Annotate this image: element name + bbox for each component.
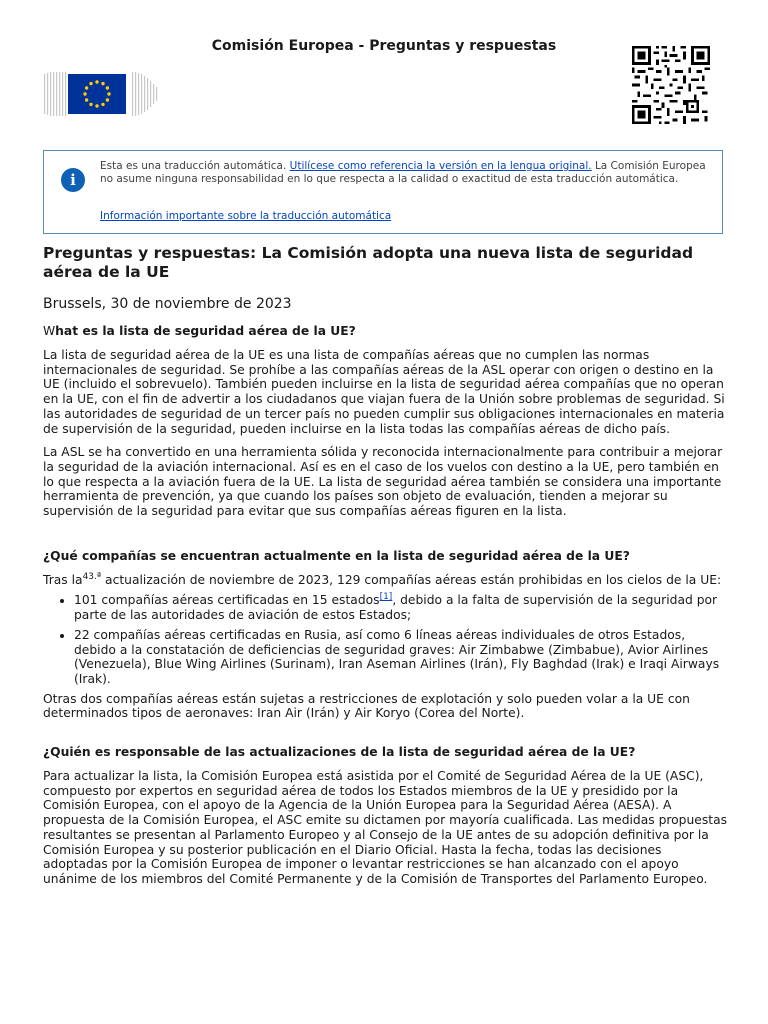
article-title: Preguntas y respuestas: La Comisión adopta una nueva lista de seguridad aérea de la UE [43,244,694,281]
original-language-link[interactable]: Utilícese como referencia la versión en la lengua original. [289,160,592,172]
european-commission-logo [42,70,162,118]
paragraph-4: Otras dos compañías aéreas están sujetas a restricciones de explotación y solo pueden volar a la UE con determinados tipos de aeronaves: Iran Air (Irán) y Air Koryo (Corea del Norte). [43,691,690,721]
notice-text-before: Esta es una traducción automática. [100,160,287,172]
info-icon: i [61,168,85,192]
question-heading-1-rest: hat es la lista de seguridad aérea de la UE? [55,324,356,338]
page-header-title: Comisión Europea - Preguntas y respuestas [211,38,557,54]
bullet-1-before: 101 compañías aéreas certificadas en 15 estados [74,593,380,608]
question-heading-3: ¿Quién es responsable de las actualizaciones de la lista de seguridad aérea de la UE? [43,745,636,760]
paragraph-3 [43,573,728,588]
question-heading-1 [43,324,728,339]
paragraph-3-before: Tras la [43,572,83,587]
notice-text-after: La Comisión Europea no asume ninguna responsabilidad en lo que respecta a la calidad o exactitud de esta traducción automática. [100,160,706,185]
question-heading-1-first: W [43,324,56,338]
article [43,244,728,887]
paragraph-3-after: actualización de noviembre de 2023, 129 compañías aéreas están prohibidas en los cielos de la UE: [101,572,722,587]
article-date: Brussels, 30 de noviembre de 2023 [43,296,292,312]
paragraph-1: La lista de seguridad aérea de la UE es una lista de compañías aéreas que no cumplen las normas internacionales de seguridad. Se prohíbe a las compañías aéreas de la ASL operar con origen o destino en la UE (incluido el sobrevuelo). También pueden incluirse en la lista de seguridad aérea compañías que no operan en la UE, con el fin de advertir a los ciudadanos que viajan fuera de la Unión sobre problemas de seguridad. Si las autoridades de seguridad de un tercer país no pueden cumplir sus obligaciones internacionales en materia de supervisión de la seguridad, pueden incluirse en la lista todas las compañías aéreas de dicho país. [43,348,725,436]
paragraph-5: Para actualizar la lista, la Comisión Europea está asistida por el Comité de Seguridad Aérea de la UE (ASC), compuesto por expertos en seguridad aérea de todos los Estados miembros de la UE y presidido por la Comisión Europea, con el apoyo de la Agencia de la Unión Europea para la Seguridad Aérea (AESA). A propuesta de la Comisión Europea, el ASC emite su dictamen por mayoría cualificada. Las medidas propuestas resultantes se presentan al Parlamento Europeo y al Consejo de la UE antes de su adopción definitiva por la Comisión Europea y su posterior publicación en el Diario Oficial. Hasta la fecha, todas las decisiones adoptadas por la Comisión Europea de imponer o levantar restricciones se han alcanzado con el apoyo unánime de los miembros del Comité Permanente y de la Comisión de Transportes del Parlamento Europeo. [43,769,728,886]
list-item: • 22 compañías aéreas certificadas en Rusia, así como 6 líneas aéreas individuales de otros Estados, debido a la constatación de deficiencias de seguridad graves: Air Zimbabwe (Zimbabue), Avior Airlines (Venezuela), Blue Wing Airlines (Surinam), Iran Aseman Airlines (Irán), Fly Baghdad (Irak) e Iraqi Airways (Irak). [74,628,728,687]
translation-info-link[interactable]: Información importante sobre la traducción automática [100,210,392,222]
bullet-1-after: , debido a la falta de supervisión de la seguridad por parte de las autoridades de aviación de estos Estados; [74,593,718,623]
banned-airlines-list [43,593,728,686]
machine-translation-notice [43,150,723,234]
notice-text [100,160,710,186]
question-heading-2: ¿Qué compañías se encuentran actualmente en la lista de seguridad aérea de la UE? [43,548,630,563]
qr-code-icon [632,46,710,124]
paragraph-2: La ASL se ha convertido en una herramienta sólida y reconocida internacionalmente para contribuir a mejorar la seguridad de la aviación internacional. Así es en el caso de los vuelos con destino a la UE, pero también en lo que respecta a la aviación fuera de la UE. La lista de seguridad aérea también se considera una importante herramienta de prevención, ya que cuando los países son objeto de evaluación, tienden a mejorar su supervisión de la seguridad para evitar que sus compañías aéreas figuren en la lista. [43,445,723,519]
footnote-ref-1[interactable]: [1] [379,592,393,603]
list-item [74,593,728,622]
paragraph-3-sup: 43.ª [82,571,102,582]
